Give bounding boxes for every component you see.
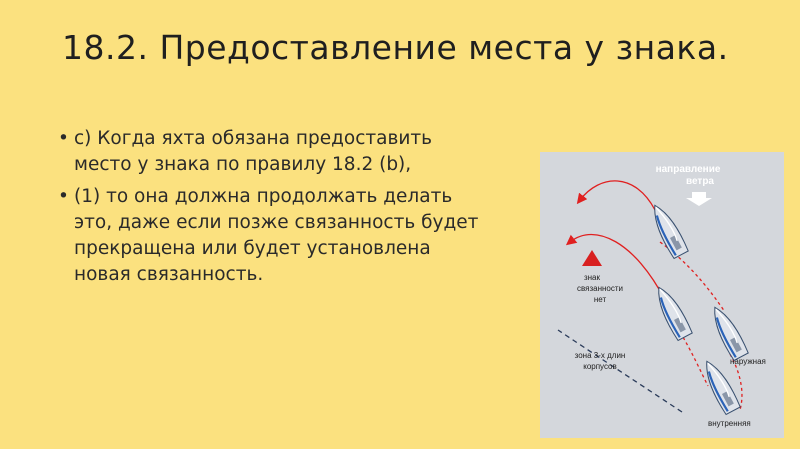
bullet-list: [56, 126, 486, 294]
slide-title: 18.2. Предоставление места у знака.: [62, 28, 729, 67]
wind-label: [656, 164, 721, 187]
no-overlap-label-line1: связанности: [576, 284, 624, 293]
zone-label-line2: корпусов: [583, 362, 617, 371]
rule-diagram-svg: [540, 152, 784, 438]
bullet-item-c: [56, 126, 486, 178]
track-outer-turn: [580, 181, 655, 210]
track-inner: [680, 332, 708, 386]
wind-arrow-icon: [686, 192, 712, 206]
no-overlap-label-line2: нет: [593, 295, 607, 304]
rule-diagram: [540, 152, 784, 438]
wind-label-line2: ветра: [685, 176, 715, 187]
yacht-outer-1: [647, 201, 689, 259]
bullet-dot: •: [58, 128, 69, 149]
yacht-outer-2: [707, 303, 749, 361]
mark-buoy-icon: [582, 250, 602, 266]
outside-boat-label: наружная: [730, 357, 766, 366]
inside-boat-label: внутренняя: [708, 419, 751, 428]
yacht-inner-1: [651, 283, 693, 341]
bullet-dot: •: [58, 186, 69, 207]
zone-boundary: [558, 330, 682, 412]
bullet-text: с) Когда яхта обязана предоставить место у знака по правилу 18.2 (b),: [74, 128, 433, 175]
wind-label-line1: направление: [655, 164, 721, 175]
mark-label: знак: [583, 273, 601, 282]
bullet-item-1: [56, 184, 486, 288]
bullet-text: (1) то она должна продолжать делать это, даже если позже связанность будет прекращена или будет установлена новая связанность.: [74, 186, 479, 285]
zone-label-line1: зона 3-х длин: [574, 351, 626, 360]
